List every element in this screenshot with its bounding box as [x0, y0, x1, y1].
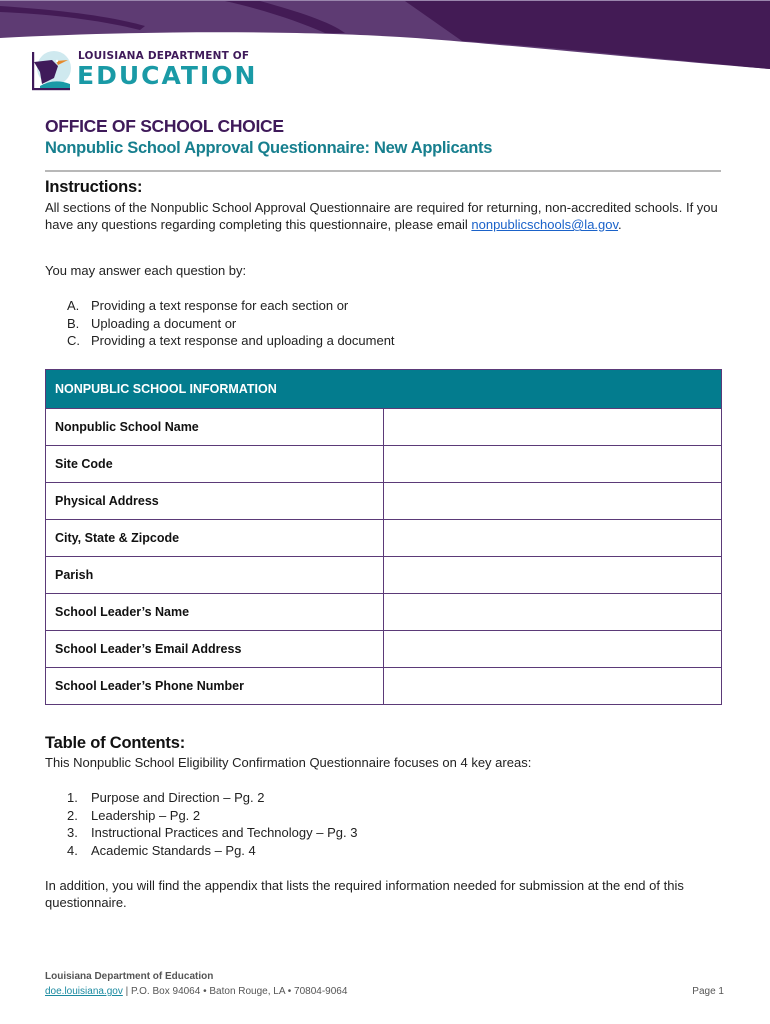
pelican-logo-icon [28, 48, 74, 94]
toc-item [67, 842, 357, 860]
logo-line1: LOUISIANA DEPARTMENT OF [78, 50, 250, 62]
toc-intro: This Nonpublic School Eligibility Confirmation Questionnaire focuses on 4 key areas: [45, 755, 532, 770]
list-text: Academic Standards – Pg. 4 [91, 842, 256, 858]
document-title: Nonpublic School Approval Questionnaire: New Applicants [45, 139, 493, 157]
list-marker: 4. [67, 842, 78, 858]
list-marker: 2. [67, 807, 78, 823]
leader-phone-field[interactable] [384, 668, 722, 705]
email-link[interactable]: nonpublicschools@la.gov [471, 217, 619, 232]
instructions-text [45, 199, 725, 233]
list-marker: 1. [67, 790, 78, 805]
table-row [46, 409, 722, 446]
toc-item [67, 807, 357, 825]
list-text: Uploading a document or [91, 315, 237, 331]
field-label: Site Code [46, 446, 384, 483]
instructions-heading: Instructions: [45, 178, 143, 196]
answer-options-list [67, 297, 395, 350]
leader-email-field[interactable] [384, 631, 722, 668]
list-text: Instructional Practices and Technology – Pg. 3 [91, 825, 358, 840]
instructions-period: . [618, 217, 622, 232]
table-header: NONPUBLIC SCHOOL INFORMATION [46, 370, 722, 409]
field-label: Nonpublic School Name [46, 409, 384, 446]
school-name-field[interactable] [384, 409, 722, 446]
footer-address [45, 986, 347, 997]
instructions-body: All sections of the Nonpublic School Approval Questionnaire are required for returning, non-accredited schools. If you have any questions regarding completing this questionnaire, please email [45, 200, 718, 232]
leader-name-field[interactable] [384, 594, 722, 631]
appendix-note: In addition, you will find the appendix that lists the required information needed for submission at the end of this questionnaire. [45, 878, 684, 910]
title-divider [45, 170, 721, 172]
toc-heading: Table of Contents: [45, 734, 186, 752]
logo-line2: EDUCATION [77, 61, 258, 90]
site-code-field[interactable] [384, 446, 722, 483]
toc-item [67, 789, 357, 807]
field-label: Parish [46, 557, 384, 594]
footer-address-text: | P.O. Box 94064 • Baton Rouge, LA • 70804-9064 [122, 986, 348, 997]
table-row [46, 520, 722, 557]
page-number: Page 1 [692, 986, 724, 997]
toc-list [67, 789, 357, 859]
list-marker: B. [67, 315, 80, 331]
city-state-zip-field[interactable] [384, 520, 722, 557]
table-row [46, 483, 722, 520]
field-label: Physical Address [46, 483, 384, 520]
list-item [67, 332, 395, 350]
field-label: School Leader’s Email Address [46, 631, 384, 668]
list-marker: A. [67, 298, 80, 313]
toc-item [67, 824, 357, 842]
footer-org: Louisiana Department of Education [45, 971, 214, 982]
office-title: OFFICE OF SCHOOL CHOICE [45, 116, 284, 136]
list-marker: C. [67, 333, 80, 348]
list-marker: 3. [67, 825, 78, 840]
lde-logo [28, 46, 258, 94]
field-label: School Leader’s Name [46, 594, 384, 631]
table-row [46, 594, 722, 631]
field-label: School Leader’s Phone Number [46, 668, 384, 705]
list-item [67, 297, 395, 315]
list-text: Leadership – Pg. 2 [91, 807, 201, 823]
physical-address-field[interactable] [384, 483, 722, 520]
answer-intro: You may answer each question by: [45, 263, 247, 278]
table-row [46, 446, 722, 483]
list-text: Providing a text response for each section or [91, 298, 349, 313]
table-row [46, 668, 722, 705]
table-row [46, 557, 722, 594]
list-text: Providing a text response and uploading a document [91, 333, 395, 348]
field-label: City, State & Zipcode [46, 520, 384, 557]
website-link[interactable]: doe.louisiana.gov [45, 986, 123, 997]
list-text: Purpose and Direction – Pg. 2 [91, 790, 265, 805]
parish-field[interactable] [384, 557, 722, 594]
table-row [46, 631, 722, 668]
school-info-table [45, 369, 722, 705]
list-item [67, 315, 395, 333]
